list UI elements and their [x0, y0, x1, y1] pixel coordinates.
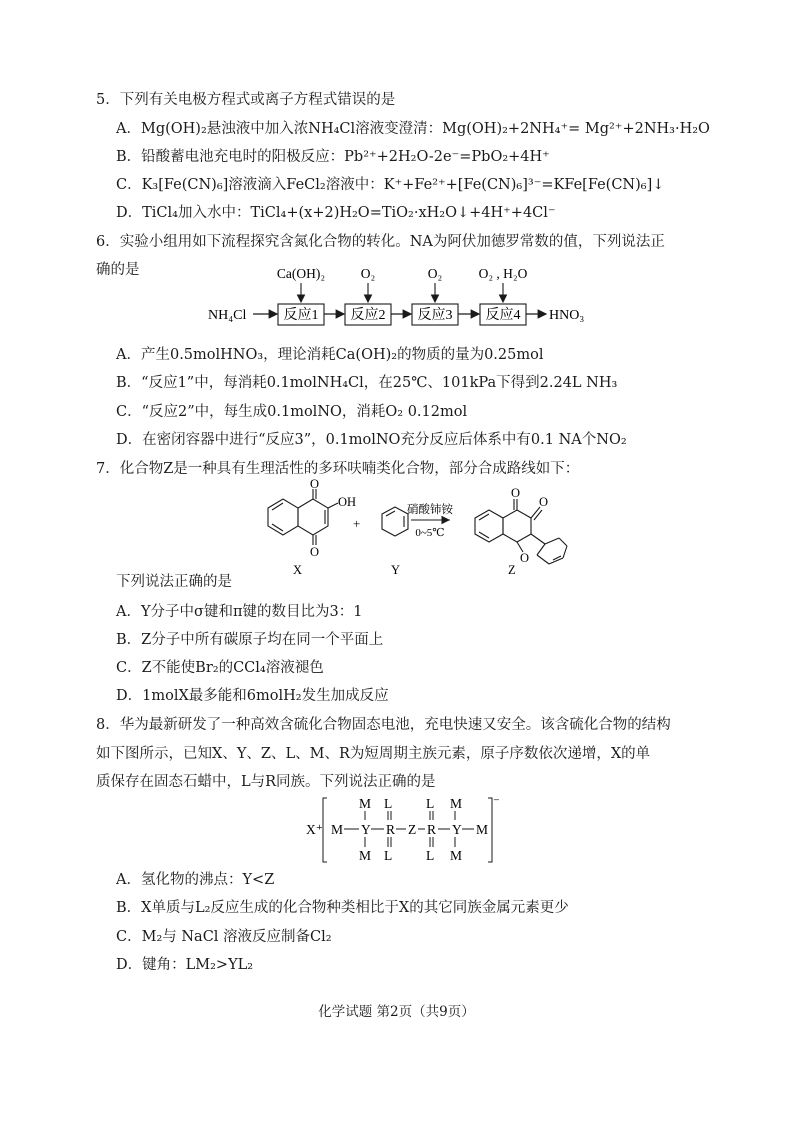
flow-box-2-label: 反应2	[350, 308, 386, 323]
atom-m-bottom-right: M	[450, 848, 463, 863]
flow-reagent-1: Ca(OH)₂	[276, 266, 326, 281]
flow-reagent-2: O₂	[360, 266, 376, 281]
q8-option-a: A．氢化物的沸点：Y<Z	[116, 872, 275, 888]
q8-stem-line2: 如下图所示，已知X、Y、Z、L、M、R为短周期主族元素，原子序数依次递增，X的单	[96, 746, 651, 762]
atom-l-top-right: L	[426, 796, 435, 811]
atom-r-right: R	[427, 822, 437, 837]
q8-stem-line1: 8．华为最新研发了一种高效含硫化合物固态电池，充电快速又安全。该含硫化合物的结构	[96, 717, 671, 733]
atom-y-left: Y	[361, 822, 371, 837]
flow-box-4-label: 反应4	[485, 308, 521, 323]
atom-m-left: M	[331, 822, 344, 837]
z-quinone-ring	[503, 510, 531, 542]
q6-stem-line2: 确的是	[96, 262, 140, 278]
atom-z: Z	[408, 822, 417, 837]
q6-option-c: C．“反应2”中，每生成0.1molNO，消耗O₂ 0.12mol	[116, 404, 468, 420]
q5-option-a: A．Mg(OH)₂悬浊液中加入浓NH₄Cl溶液变澄清：Mg(OH)₂+2NH₄⁺= Mg²⁺+2NH₃·H₂O	[116, 121, 710, 137]
q6-option-b: B．“反应1”中，每消耗0.1molNH₄Cl，在25℃、101kPa下得到2.24L NH₃	[116, 375, 618, 391]
atom-m-top-right: M	[450, 796, 463, 811]
q7-stem: 7．化合物Z是一种具有生理活性的多环呋喃类化合物，部分合成路线如下：	[96, 461, 580, 477]
q5-stem: 5．下列有关电极方程式或离子方程式错误的是	[96, 92, 396, 108]
z-o-2: O	[539, 495, 549, 509]
structure-cation: X⁺	[306, 822, 323, 837]
x-quinone-ring	[298, 499, 328, 535]
q7-reaction-scheme	[255, 476, 575, 580]
scheme-condition: 0~5℃	[415, 527, 445, 539]
x-o-top: O	[310, 477, 320, 491]
q5-option-c: C．K₃[Fe(CN)₆]溶液滴入FeCl₂溶液中：K⁺+Fe²⁺+[Fe(CN)₆]³⁻=KFe[Fe(CN)₆]↓	[116, 177, 665, 193]
z-o-ring: O	[520, 551, 530, 565]
q7-option-c: C．Z不能使Br₂的CCl₄溶液褪色	[116, 660, 324, 676]
flow-box-1-label: 反应1	[283, 308, 319, 323]
flow-box-3-label: 反应3	[417, 308, 453, 323]
z-benzene-ring	[475, 510, 503, 542]
label-z: Z	[508, 563, 516, 577]
q6-option-a: A．产生0.5molHNO₃，理论消耗Ca(OH)₂的物质的量为0.25mol	[116, 347, 544, 363]
q8-option-b: B．X单质与L₂反应生成的化合物种类相比于X的其它同族金属元素更少	[116, 900, 569, 916]
x-o-bottom: O	[310, 545, 320, 559]
atom-m-bottom-left: M	[359, 848, 372, 863]
label-x: X	[293, 563, 303, 577]
bracket-right	[488, 798, 492, 862]
q5-option-b: B．铅酸蓄电池充电时的阳极反应：Pb²⁺+2H₂O-2e⁻=PbO₂+4H⁺	[116, 149, 550, 165]
atom-y-right: Y	[452, 822, 462, 837]
bracket-left	[323, 798, 327, 862]
q7-option-a: A．Y分子中σ键和π键的数目比为3：1	[116, 604, 363, 620]
scheme-reagent: 硝酸铈铵	[407, 504, 453, 516]
q7-option-d: D．1molX最多能和6molH₂发生加成反应	[116, 688, 389, 704]
z-o-1: O	[511, 486, 521, 500]
flow-reagent-4: O₂ , H₂O	[478, 266, 528, 281]
q6-stem-line1: 6．实验小组用如下流程探究含氮化合物的转化。NA为阿伏加德罗常数的值，下列说法正	[96, 234, 665, 250]
atom-r-left: R	[386, 822, 396, 837]
page-footer: 化学试题 第2页（共9页）	[318, 1004, 475, 1020]
atom-l-bottom-right: L	[426, 848, 435, 863]
q6-flow-diagram	[205, 262, 605, 328]
q7-sub-stem: 下列说法正确的是	[116, 574, 232, 590]
scheme-plus: +	[353, 516, 361, 531]
flow-start: NH₄Cl	[208, 308, 247, 323]
atom-l-top-left: L	[384, 796, 393, 811]
q8-structure	[300, 794, 520, 866]
flow-end: HNO₃	[549, 308, 585, 323]
q7-option-b: B．Z分子中所有碳原子均在同一个平面上	[116, 632, 384, 648]
x-oh-label: OH	[338, 495, 357, 509]
atom-m-top-left: M	[359, 796, 372, 811]
label-y: Y	[391, 563, 401, 577]
structure-charge: ⁻	[493, 794, 500, 809]
atom-l-bottom-left: L	[384, 848, 393, 863]
flow-reagent-3: O₂	[427, 266, 443, 281]
q5-option-d: D．TiCl₄加入水中：TiCl₄+(x+2)H₂O=TiO₂·xH₂O↓+4H⁺+4Cl⁻	[116, 205, 556, 221]
q6-option-d: D．在密闭容器中进行“反应3”，0.1molNO充分反应后体系中有0.1 NA个NO₂	[116, 432, 627, 448]
q8-option-d: D．键角：LM₂>YL₂	[116, 957, 254, 973]
atom-m-right: M	[476, 822, 489, 837]
x-benzene-ring	[268, 499, 298, 535]
q8-stem-line3: 质保存在固态石蜡中，L与R同族。下列说法正确的是	[96, 774, 436, 790]
q8-option-c: C．M₂与 NaCl 溶液反应制备Cl₂	[116, 929, 332, 945]
